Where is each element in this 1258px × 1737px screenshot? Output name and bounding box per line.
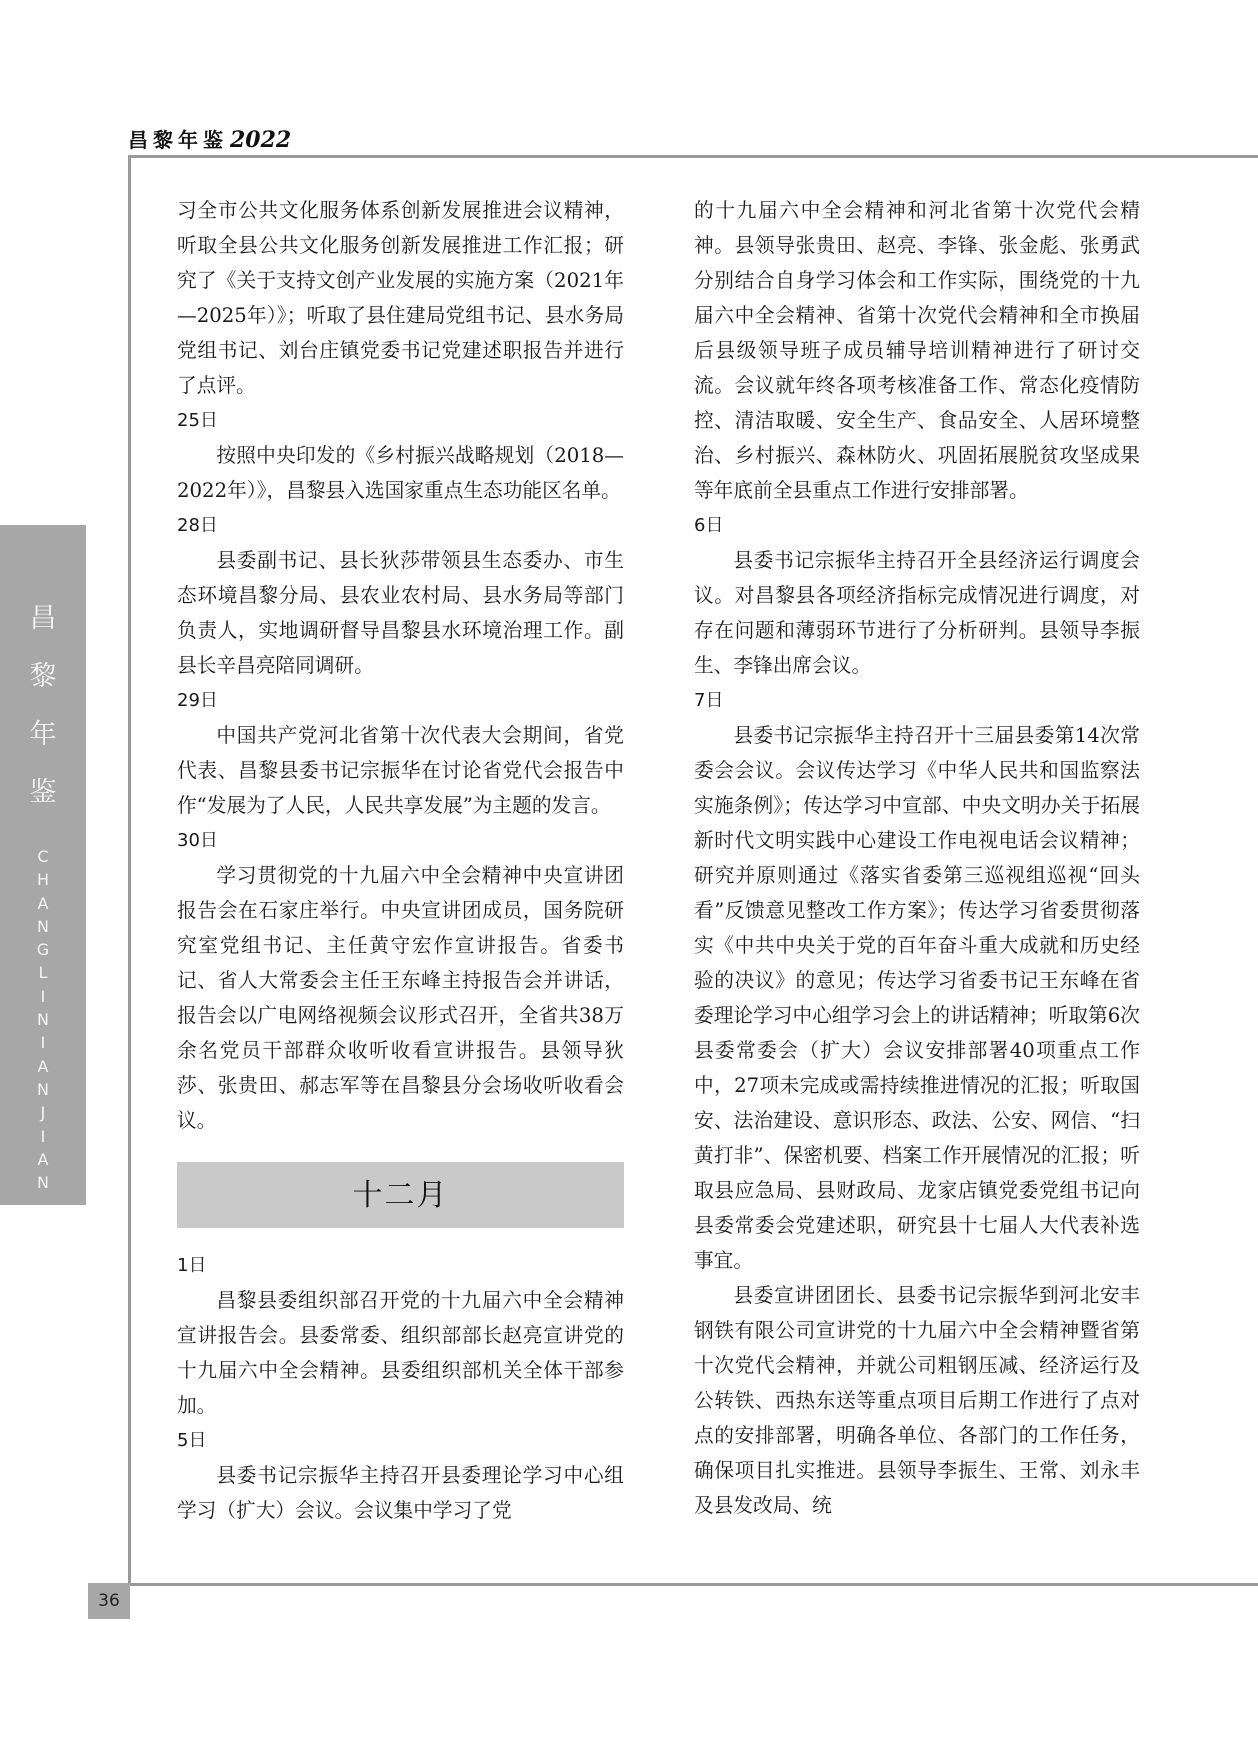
side-letter: G	[36, 940, 50, 960]
date-heading: 7日	[694, 690, 724, 711]
side-letter: A	[37, 1056, 49, 1076]
side-letter: A	[37, 893, 49, 913]
month-heading: 十二月	[177, 1162, 624, 1228]
side-letter: N	[37, 1079, 49, 1099]
paragraph: 县委书记宗振华主持召开县委理论学习中心组学习（扩大）会议。会议集中学习了党	[177, 1464, 624, 1522]
paragraph: 中国共产党河北省第十次代表大会期间，省党代表、昌黎县委书记宗振华在讨论省党代会报告中作“发展为了人民，人民共享发展”为主题的发言。	[177, 724, 624, 817]
side-tab-pinyin	[0, 845, 86, 1194]
paragraph: 按照中央印发的《乡村振兴战略规划（2018—2022年）》，昌黎县入选国家重点生态功能区名单。	[177, 444, 624, 502]
date-heading: 30日	[177, 830, 218, 851]
side-letter: C	[37, 847, 49, 866]
side-letter: I	[40, 986, 46, 1006]
date-heading: 1日	[177, 1255, 207, 1276]
side-letter: N	[37, 916, 49, 936]
date-heading: 6日	[694, 515, 724, 536]
running-header	[128, 124, 291, 153]
date-heading: 28日	[177, 515, 218, 536]
date-heading: 25日	[177, 410, 218, 431]
date-heading: 29日	[177, 690, 218, 711]
frame-top-rule	[128, 155, 1258, 158]
frame-left-rule	[128, 155, 131, 1585]
header-title-text: 昌黎年鉴	[128, 128, 228, 152]
side-char: 鉴	[29, 777, 57, 808]
paragraph: 学习贯彻党的十九届六中全会精神中央宣讲团报告会在石家庄举行。中央宣讲团成员，国务院研究室党组书记、主任黄守宏作宣讲报告。省委书记、省人大常委会主任王东峰主持报告会并讲话，报告会以广电网络视频会议形式召开，全省共38万余名党员干部群众收听收看宣讲报告。县领导狄莎、张贵田、郝志军等在昌黎县分会场收听收看会议。	[177, 864, 624, 1132]
paragraph: 县委副书记、县长狄莎带领县生态委办、市生态环境昌黎分局、县农业农村局、县水务局等部门负责人，实地调研督导昌黎县水环境治理工作。副县长辛昌亮陪同调研。	[177, 549, 624, 677]
side-letter: I	[40, 1126, 46, 1146]
side-letter: L	[38, 963, 48, 983]
date-heading: 5日	[177, 1430, 207, 1451]
side-letter: A	[37, 1149, 49, 1169]
side-char: 年	[29, 719, 57, 750]
side-letter: N	[37, 1010, 49, 1030]
side-tab-chinese	[0, 590, 86, 822]
side-char: 昌	[29, 603, 57, 634]
paragraph: 的十九届六中全会精神和河北省第十次党代会精神。县领导张贵田、赵亮、李锋、张金彪、张勇武分别结合自身学习体会和工作实际，围绕党的十九届六中全会精神、省第十次党代会精神和全市换届后县级领导班子成员辅导培训精神进行了研讨交流。会议就年终各项考核准备工作、常态化疫情防控、清洁取暖、安全生产、食品安全、人居环境整治、乡村振兴、森林防火、巩固拓展脱贫攻坚成果等年底前全县重点工作进行安排部署。	[694, 199, 1140, 502]
left-column	[177, 193, 624, 1528]
paragraph: 习全市公共文化服务体系创新发展推进会议精神，听取全县公共文化服务创新发展推进工作汇报；研究了《关于支持文创产业发展的实施方案（2021年—2025年）》；听取了县住建局党组书记、县水务局党组书记、刘台庄镇党委书记党建述职报告并进行了点评。	[177, 199, 624, 397]
paragraph: 昌黎县委组织部召开党的十九届六中全会精神宣讲报告会。县委常委、组织部部长赵亮宣讲党的十九届六中全会精神。县委组织部机关全体干部参加。	[177, 1289, 624, 1417]
paragraph: 县委书记宗振华主持召开十三届县委第14次常委会会议。会议传达学习《中华人民共和国监察法实施条例》；传达学习中宣部、中央文明办关于拓展新时代文明实践中心建设工作电视电话会议精神；研究并原则通过《落实省委第三巡视组巡视“回头看”反馈意见整改工作方案》；传达学习省委贯彻落实《中共中央关于党的百年奋斗重大成就和历史经验的决议》的意见；传达学习省委书记王东峰在省委理论学习中心组学习会上的讲话精神；听取第6次县委常委会（扩大）会议安排部署40项重点工作中，27项未完成或需持续推进情况的汇报；听取国安、法治建设、意识形态、政法、公安、网信、“扫黄打非”、保密机要、档案工作开展情况的汇报；听取县应急局、县财政局、龙家店镇党委党组书记向县委常委会党建述职，研究县十七届人大代表补选事宜。	[694, 724, 1140, 1272]
side-letter: H	[36, 870, 50, 890]
page-number: 36	[88, 1583, 130, 1619]
paragraph: 县委书记宗振华主持召开全县经济运行调度会议。对昌黎县各项经济指标完成情况进行调度，对存在问题和薄弱环节进行了分析研判。县领导李振生、李锋出席会议。	[694, 549, 1140, 677]
side-letter: N	[37, 1173, 49, 1193]
frame-bottom-rule	[88, 1583, 1258, 1586]
side-char: 黎	[29, 661, 57, 692]
side-letter: J	[40, 1103, 46, 1123]
paragraph: 县委宣讲团团长、县委书记宗振华到河北安丰钢铁有限公司宣讲党的十九届六中全会精神暨省第十次党代会精神，并就公司粗钢压减、经济运行及公转铁、西热东送等重点项目后期工作进行了点对点的安排部署，明确各单位、各部门的工作任务，确保项目扎实推进。县领导李振生、王常、刘永丰及县发改局、统	[694, 1284, 1140, 1517]
side-letter: I	[40, 1033, 46, 1053]
header-year: 2022	[230, 127, 292, 153]
right-column	[694, 193, 1140, 1523]
